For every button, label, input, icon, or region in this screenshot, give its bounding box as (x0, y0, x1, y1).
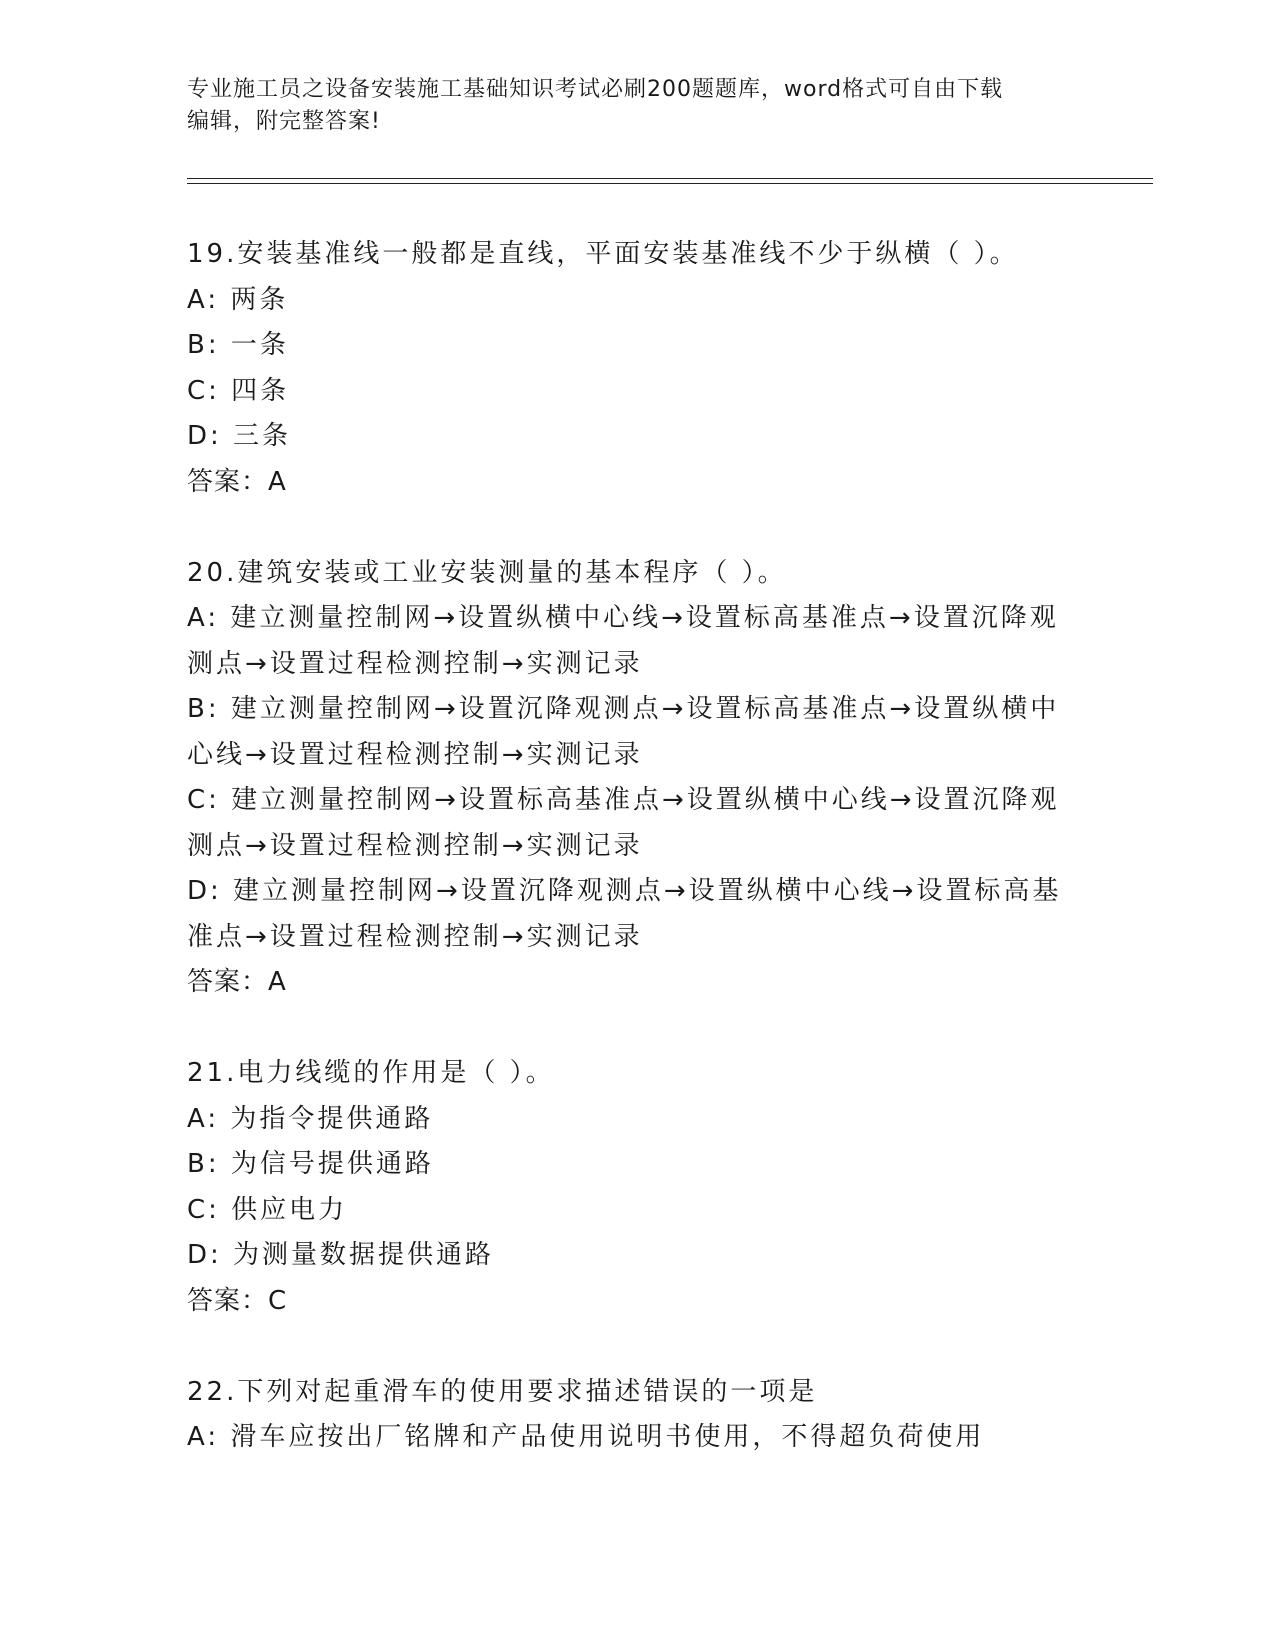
option-c: C: 供应电力 (187, 1194, 348, 1225)
option-b: B: 一条 (187, 330, 289, 360)
option-b-line-1: B: 建立测量控制网→设置沉降观测点→设置标高基准点→设置纵横中 (187, 694, 1060, 724)
document-header (187, 74, 1087, 138)
question-stem: 21.电力线缆的作用是（ ）。 (187, 1058, 555, 1088)
option-d: D: 三条 (187, 421, 292, 451)
option-b: B: 为信号提供通路 (187, 1149, 434, 1179)
option-b (187, 687, 1087, 778)
question-stem: 19.安装基准线一般都是直线，平面安装基准线不少于纵横（ ）。 (187, 239, 1019, 269)
option-b-line-2: 心线→设置过程检测控制→实测记录 (187, 739, 643, 770)
answer: 答案：A (187, 967, 287, 997)
option-c-line-1: C: 建立测量控制网→设置标高基准点→设置纵横中心线→设置沉降观 (187, 785, 1060, 815)
option-c-line-2: 测点→设置过程检测控制→实测记录 (187, 830, 643, 861)
question-22 (187, 1370, 1087, 1461)
header-line-1: 专业施工员之设备安装施工基础知识考试必刷200题题库，word格式可自由下载 (187, 77, 1004, 102)
question-list (187, 232, 1087, 1506)
option-d (187, 869, 1087, 960)
option-d-line-2: 准点→设置过程检测控制→实测记录 (187, 921, 643, 952)
answer: 答案：C (187, 1285, 288, 1316)
header-divider-top (187, 178, 1153, 179)
question-20 (187, 551, 1087, 1006)
option-c: C: 四条 (187, 375, 290, 406)
option-c (187, 778, 1087, 869)
option-a-line-1: A: 建立测量控制网→设置纵横中心线→设置标高基准点→设置沉降观 (187, 603, 1059, 633)
question-stem: 22.下列对起重滑车的使用要求描述错误的一项是 (187, 1376, 818, 1407)
question-stem: 20.建筑安装或工业安装测量的基本程序（ ）。 (187, 557, 787, 588)
header-line-2: 编辑，附完整答案! (187, 109, 381, 134)
question-19 (187, 232, 1087, 505)
option-a: A: 两条 (187, 284, 289, 315)
option-d-line-1: D: 建立测量控制网→设置沉降观测点→设置纵横中心线→设置标高基 (187, 876, 1062, 906)
header-divider-bottom (187, 183, 1153, 184)
option-a: A: 滑车应按出厂铭牌和产品使用说明书使用，不得超负荷使用 (187, 1422, 985, 1452)
option-a-line-2: 测点→设置过程检测控制→实测记录 (187, 648, 643, 679)
answer: 答案：A (187, 466, 287, 497)
question-21 (187, 1051, 1087, 1324)
option-d: D: 为测量数据提供通路 (187, 1240, 495, 1270)
option-a: A: 为指令提供通路 (187, 1103, 434, 1134)
option-a (187, 596, 1087, 687)
